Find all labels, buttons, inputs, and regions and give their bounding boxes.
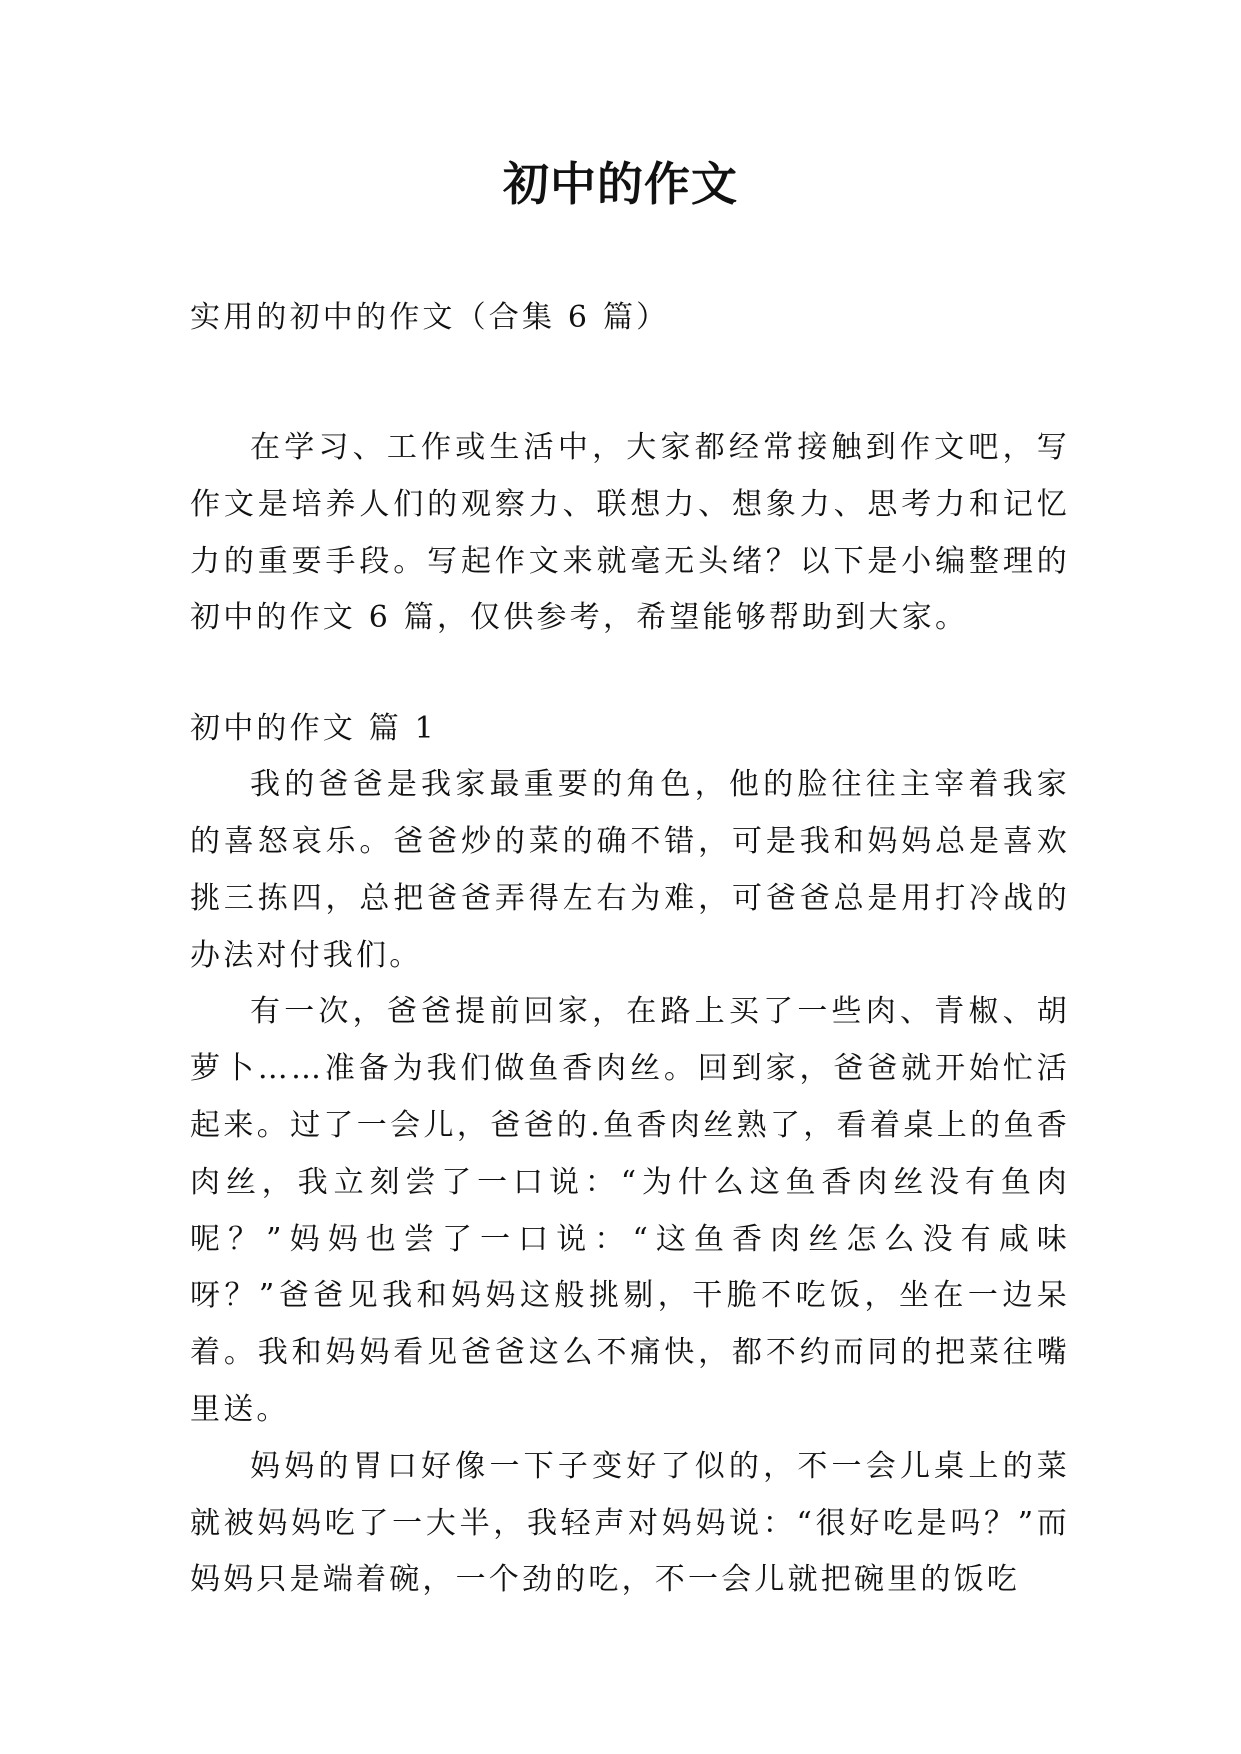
document-body (190, 290, 1070, 1609)
document-title: 初中的作文 (503, 157, 738, 211)
body-paragraph: 妈妈的胃口好像一下子变好了似的，不一会儿桌上的菜就被妈妈吃了一大半，我轻声对妈妈说：“很好吃是吗？”而妈妈只是端着碗，一个劲的吃，不一会儿就把碗里的饭吃 (190, 1448, 1070, 1598)
spacer (190, 346, 1070, 420)
section-heading: 初中的作文 篇 1 (190, 711, 437, 747)
document-subtitle: 实用的初中的作文（合集 6 篇） (190, 300, 670, 335)
intro-paragraph: 在学习、工作或生活中，大家都经常接触到作文吧，写作文是培养人们的观察力、联想力、想象力、思考力和记忆力的重要手段。写起作文来就毫无头绪？以下是小编整理的初中的作文 6 篇，仅供参考，希望能够帮助到大家。 (190, 430, 1070, 636)
body-paragraph: 我的爸爸是我家最重要的角色，他的脸往往主宰着我家的喜怒哀乐。爸爸炒的菜的确不错，可是我和妈妈总是喜欢挑三拣四，总把爸爸弄得左右为难，可爸爸总是用打冷战的办法对付我们。 (190, 767, 1070, 973)
body-paragraph: 有一次，爸爸提前回家，在路上买了一些肉、青椒、胡萝卜……准备为我们做鱼香肉丝。回到家，爸爸就开始忙活起来。过了一会儿，爸爸的.鱼香肉丝熟了，看着桌上的鱼香肉丝，我立刻尝了一口说：“为什么这鱼香肉丝没有鱼肉呢？”妈妈也尝了一口说：“这鱼香肉丝怎么没有咸味呀？”爸爸见我和妈妈这般挑剔，干脆不吃饭，坐在一边呆着。我和妈妈看见爸爸这么不痛快，都不约而同的把菜往嘴里送。 (190, 994, 1070, 1427)
spacer (190, 647, 1070, 701)
